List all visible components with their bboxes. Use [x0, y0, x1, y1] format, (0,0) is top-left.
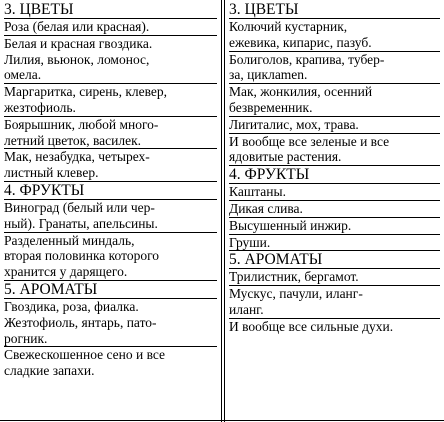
right-entry-3	[229, 117, 440, 133]
text-line: Каштаны.	[229, 184, 286, 200]
right-entry-0	[229, 19, 440, 51]
right-aroma-entry-0	[229, 269, 440, 285]
text-line: Жезтофиоль, янтарь, пато-	[4, 314, 157, 330]
text-line: Свежескошенное сено и все	[4, 347, 166, 363]
right-entry-2	[229, 84, 440, 116]
text-line: вторая половинка которого	[4, 248, 160, 264]
right-entry-1	[229, 52, 440, 84]
text-line: Мак, незабудка, четырех-	[4, 149, 150, 165]
right-section-aromas-title: 5. АРОМАТЫ	[229, 251, 323, 269]
left-aroma-entry-1	[4, 347, 217, 379]
text-line: сладкие запахи.	[4, 363, 95, 379]
text-line: Трилистник, бергамот.	[229, 269, 359, 285]
text-line: Гвоздика, роза, фиалка.	[4, 298, 139, 314]
text-line: летний цветок, василек.	[4, 132, 142, 148]
text-line: Мак, жонкилия, осенний	[229, 84, 373, 100]
text-line: Маргаритка, сирень, клевер,	[4, 84, 168, 100]
text-line: Лиrиталис, мох, трава.	[229, 116, 359, 132]
text-line: И вообще все сильные духи.	[229, 318, 394, 334]
text-line: листный клевер.	[4, 165, 99, 181]
left-entry-4	[4, 149, 217, 181]
text-line: ежевика, кипарис, пазуб.	[229, 34, 372, 50]
left-aroma-entry-0	[4, 299, 217, 346]
text-line: омела.	[4, 67, 42, 83]
text-line: ный). Гранаты, апельсины.	[4, 215, 158, 231]
text-line: Роза (белая или красная).	[4, 19, 150, 34]
text-line: Высушенный инжир.	[229, 217, 352, 233]
text-line: Белая и красная гвоздика.	[4, 35, 153, 51]
left-heading: 3. ЦВЕТЫ	[4, 1, 74, 18]
right-fruit-entry-3	[229, 235, 440, 251]
text-line: И вообще все зеленые и все	[229, 133, 390, 149]
right-section-fruits-title: 4. ФРУКТЫ	[229, 166, 310, 184]
right-aroma-entry-1	[229, 286, 440, 318]
right-heading: 3. ЦВЕТЫ	[229, 1, 299, 18]
text-line: за, циклamen.	[229, 67, 308, 83]
left-fruit-entry-1	[4, 233, 217, 280]
text-line: ядовитые растения.	[229, 149, 342, 165]
text-line: Колючий кустарник,	[229, 19, 348, 34]
left-entry-0	[4, 19, 217, 35]
right-entry-4	[229, 134, 440, 166]
text-line: Болиголов, крапива, тубер-	[229, 51, 385, 67]
text-line: безвременник.	[229, 99, 313, 115]
text-line: жезтофиоль.	[4, 99, 76, 115]
right-fruit-entry-0	[229, 184, 440, 200]
left-section-aromas-title: 5. АРОМАТЫ	[4, 280, 98, 298]
right-column	[224, 0, 444, 422]
left-section-fruits-title: 4. ФРУКТЫ	[4, 181, 85, 199]
text-line: Дикая слива.	[229, 200, 303, 216]
left-fruit-entry-0	[4, 200, 217, 232]
right-fruit-entry-2	[229, 218, 440, 234]
text-line: Мускус, пачули, иланг-	[229, 286, 363, 302]
text-line: Лилия, вьюнок, ломонос,	[4, 51, 150, 67]
left-entry-3	[4, 117, 217, 149]
text-line: Груши.	[229, 234, 271, 250]
text-line: Боярышник, любой много-	[4, 116, 159, 132]
bottom-border	[0, 420, 444, 421]
text-line: Разделенный миндаль,	[4, 232, 135, 248]
text-line: иланг.	[229, 301, 264, 317]
left-entry-1	[4, 36, 217, 83]
text-line: хранится у дарящего.	[4, 264, 128, 280]
right-fruit-entry-1	[229, 201, 440, 217]
text-line: рогник.	[4, 330, 48, 346]
left-entry-2	[4, 84, 217, 116]
right-aroma-entry-2	[229, 319, 440, 335]
text-line: Виноград (белый или чер-	[4, 199, 155, 215]
